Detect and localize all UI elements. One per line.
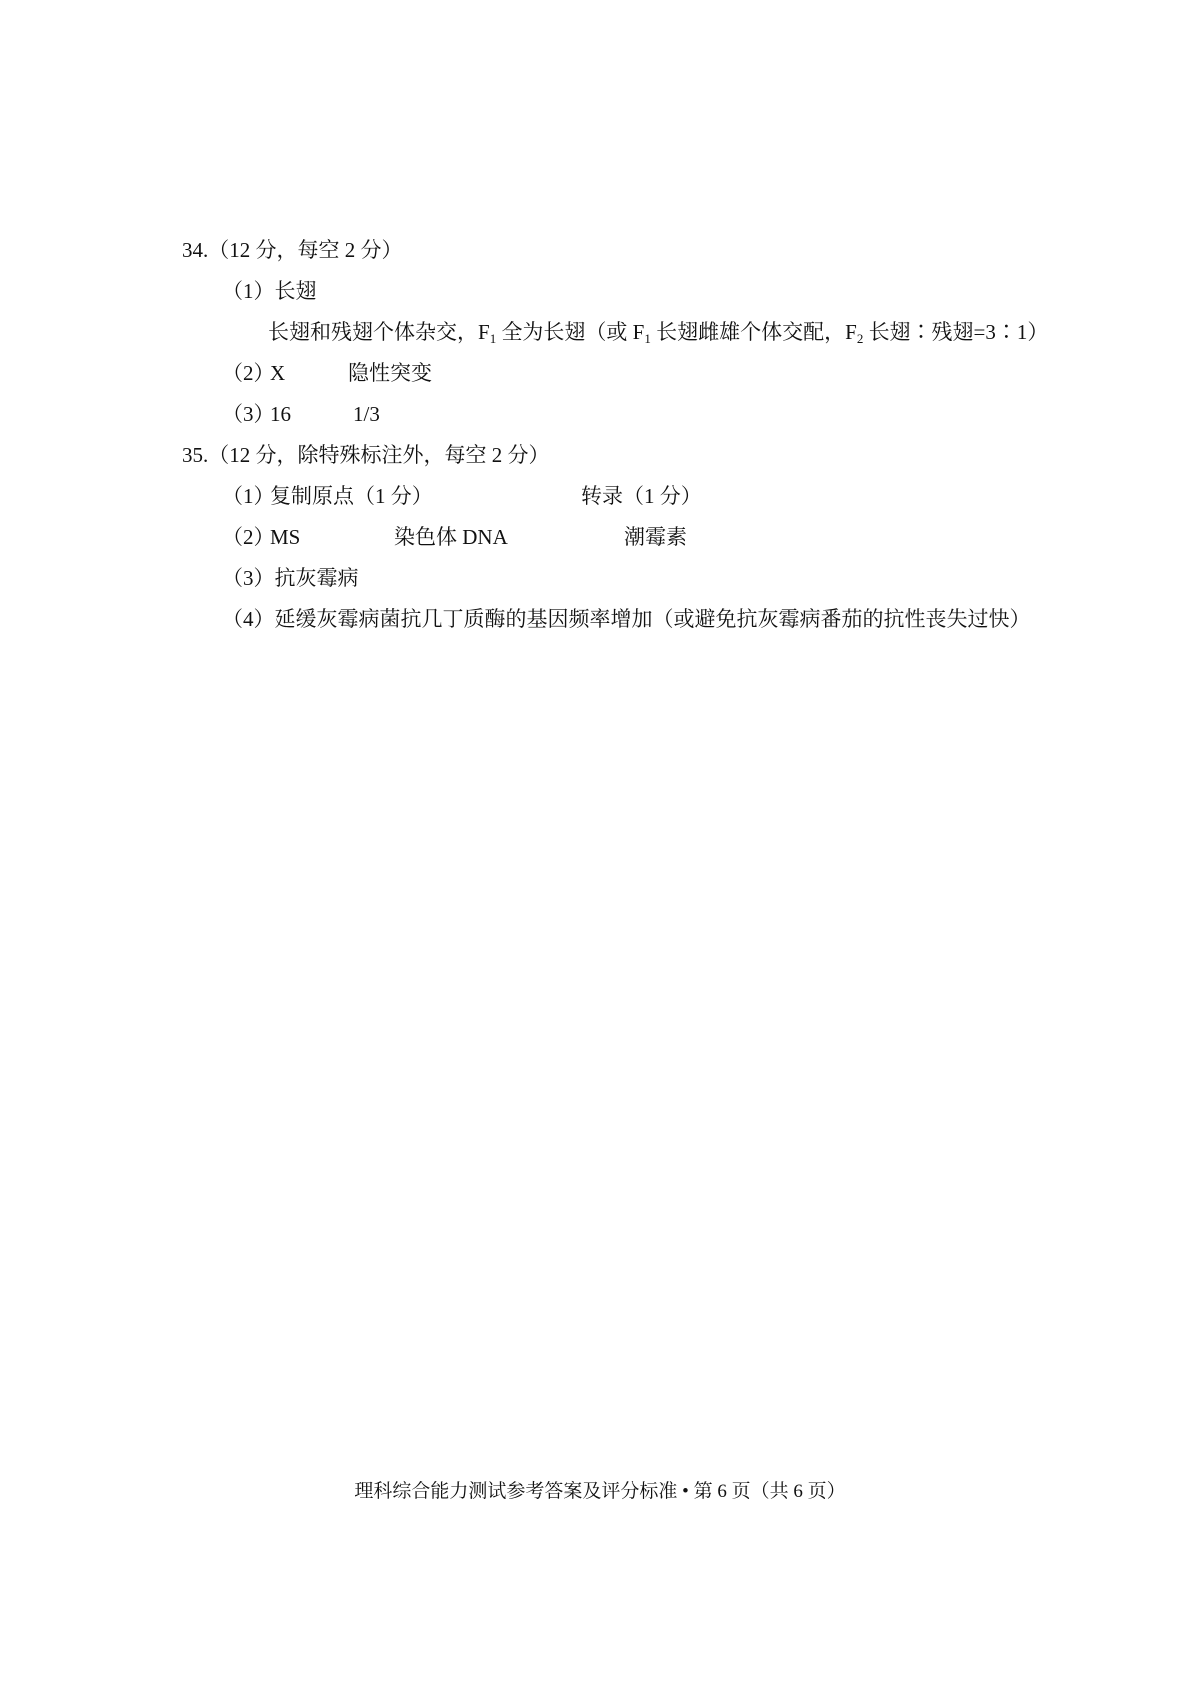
q34-expl-seg4: 长翅∶残翅=3∶1） — [863, 320, 1049, 344]
q34-header: 34.（12 分，每空 2 分） — [182, 238, 403, 262]
q34-part3-answer2: 1/3 — [353, 402, 380, 426]
q35-part3-label: （3） — [222, 566, 275, 590]
q34-expl-seg2: 全为长翅（或 F — [496, 320, 645, 344]
q35-part4-answer: 延缓灰霉病菌抗几丁质酶的基因频率增加（或避免抗灰霉病番茄的抗性丧失过快） — [274, 607, 1031, 631]
q34-part2-answer1: X — [270, 361, 286, 385]
q35-header: 35.（12 分，除特殊标注外，每空 2 分） — [182, 443, 550, 467]
q34-part1-explanation — [268, 318, 1048, 346]
q34-part3-label: （3） — [222, 402, 275, 426]
q35-part3 — [222, 564, 359, 592]
q35-part4-label: （4） — [222, 607, 275, 631]
q34-expl-seg3: 长翅雌雄个体交配，F — [650, 320, 857, 344]
q35-part4 — [222, 605, 1031, 633]
q34-part1-label: （1） — [222, 279, 275, 303]
q35-part2-answer2: 染色体 DNA — [394, 525, 508, 549]
q34-expl-sub3: 2 — [856, 331, 864, 346]
q34-part1-answer: 长翅 — [274, 279, 317, 303]
q34-part2-label: （2） — [222, 361, 275, 385]
q35-part2 — [222, 523, 1022, 551]
q34-part2-answer2: 隐性突变 — [348, 361, 432, 385]
q34-part3-answer1: 16 — [270, 402, 291, 426]
q35-part1-answer1: 复制原点（1 分） — [270, 484, 433, 508]
q35-part1 — [222, 482, 1022, 510]
q34-part3 — [222, 400, 722, 428]
q34-expl-seg1: 长翅和残翅个体杂交，F — [268, 320, 490, 344]
q34-expl-sub1: 1 — [489, 331, 497, 346]
q35-part1-label: （1） — [222, 484, 275, 508]
q34-part1 — [222, 277, 317, 305]
q35-part2-label: （2） — [222, 525, 275, 549]
q35-part2-answer1: MS — [270, 525, 301, 549]
page-footer: 理科综合能力测试参考答案及评分标准 • 第 6 页（共 6 页） — [354, 1481, 846, 1502]
q35-part3-answer: 抗灰霉病 — [274, 566, 359, 590]
q35-part1-answer2: 转录（1 分） — [581, 484, 702, 508]
q34-part2 — [222, 359, 722, 387]
q34-expl-sub2: 1 — [644, 331, 651, 346]
q35-part2-answer3: 潮霉素 — [624, 525, 687, 549]
